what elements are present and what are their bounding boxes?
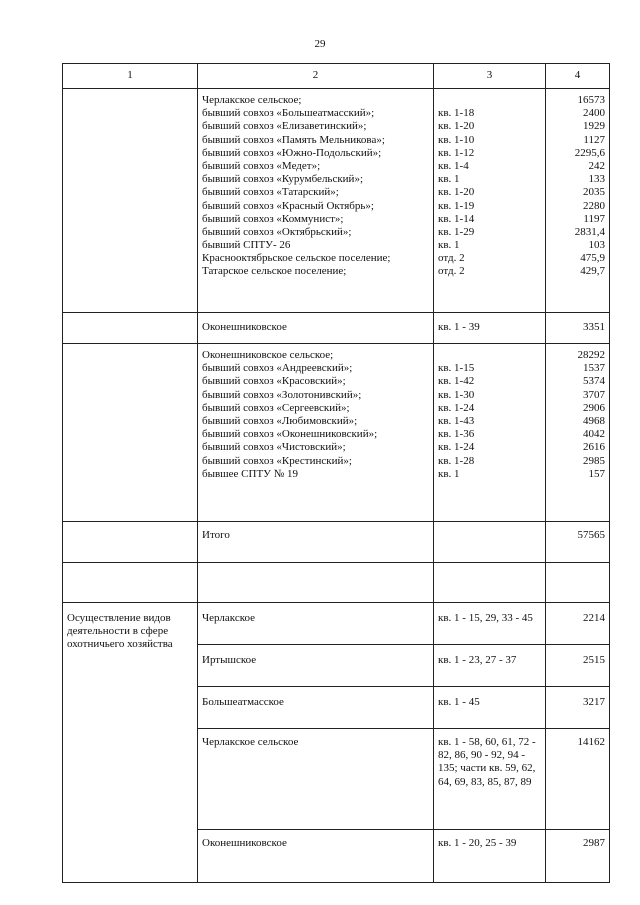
quarter-line: кв. 1-36 [438, 428, 475, 441]
area-line: 3707 [583, 388, 605, 401]
quarter-line: кв. 1 [438, 467, 460, 480]
quarter-line [438, 349, 541, 362]
name-line: бывший совхоз «Медет»; [202, 159, 321, 172]
area-line: 133 [588, 173, 605, 186]
quarter-line: кв. 1 [438, 173, 460, 186]
area-line: 16573 [577, 94, 605, 106]
forest-table [62, 63, 610, 883]
name-line: бывший совхоз «Октябрьский»; [202, 225, 352, 238]
area-line: 2400 [583, 107, 605, 120]
name-line: бывший СПТУ- 26 [202, 239, 291, 252]
spacer-row [63, 563, 610, 603]
quarters-cell [434, 89, 546, 313]
area-line: 1537 [583, 362, 605, 375]
name-line: бывший совхоз «Память Мельникова»; [202, 133, 385, 146]
header-cell: 4 [546, 64, 610, 89]
header-row [63, 64, 610, 89]
name-line: бывшее СПТУ № 19 [202, 467, 298, 480]
area-line: 242 [588, 159, 605, 172]
quarter-line: отд. 2 [438, 265, 465, 278]
name-cell [198, 344, 434, 522]
empty-cell [63, 522, 198, 563]
area-line: 2035 [583, 186, 605, 199]
quarter-line: кв. 1-20 [438, 186, 475, 199]
name-line: бывший совхоз «Чистовский»; [202, 441, 346, 454]
quarter-line: кв. 1-24 [438, 401, 475, 414]
quarter-line: кв. 1-14 [438, 212, 475, 225]
quarter-line: кв. 1-42 [438, 375, 475, 388]
empty-cell [434, 563, 546, 603]
table-row [63, 313, 610, 344]
quarter-line [438, 94, 541, 107]
area-line: 2906 [583, 401, 605, 414]
area-cell [546, 89, 610, 313]
name-line: бывший совхоз «Андреевский»; [202, 362, 353, 375]
header-cell: 2 [198, 64, 434, 89]
name-line: бывший совхоз «Коммунист»; [202, 212, 344, 225]
quarters-cell: кв. 1 - 23, 27 - 37 [434, 645, 546, 687]
area-cell: 3217 [546, 687, 610, 729]
area-cell: 3351 [546, 313, 610, 344]
quarters-cell: кв. 1 - 45 [434, 687, 546, 729]
name-cell: Черлакское сельское [198, 729, 434, 830]
quarters-cell: кв. 1 - 15, 29, 33 - 45 [434, 603, 546, 645]
name-line: Краснооктябрьское сельское поселение; [202, 252, 391, 265]
area-line: 4968 [583, 414, 605, 427]
quarters-cell: кв. 1 - 20, 25 - 39 [434, 830, 546, 883]
total-row [63, 522, 610, 563]
quarter-line: кв. 1-20 [438, 120, 475, 133]
area-cell: 2987 [546, 830, 610, 883]
page-number: 29 [314, 38, 326, 50]
area-line: 103 [588, 239, 605, 252]
quarters-cell: кв. 1 - 58, 60, 61, 72 - 82, 86, 90 - 92, 94 - 135; части кв. 59, 62, 64, 69, 83, 85, 87, 89 [434, 729, 546, 830]
table-row [63, 344, 610, 522]
area-line: 2295,6 [574, 146, 605, 159]
name-line: Татарское сельское поселение; [202, 265, 347, 278]
area-cell: 2214 [546, 603, 610, 645]
area-cell: 2515 [546, 645, 610, 687]
area-line: 1929 [583, 120, 605, 133]
quarter-line: кв. 1-30 [438, 388, 475, 401]
area-cell [546, 344, 610, 522]
name-line: бывший совхоз «Любимовский»; [202, 414, 358, 427]
activity-cell: Осуществление видов деятельности в сфере охотничьего хозяйства [63, 603, 198, 883]
name-line: бывший совхоз «Сергеевский»; [202, 401, 350, 414]
empty-cell [63, 313, 198, 344]
name-cell [198, 89, 434, 313]
name-line: Оконешниковское сельское; [202, 349, 334, 361]
area-cell: 14162 [546, 729, 610, 830]
quarter-line: кв. 1-15 [438, 362, 475, 375]
name-line: бывший совхоз «Елизаветинский»; [202, 120, 367, 133]
quarter-line: кв. 1-43 [438, 414, 475, 427]
empty-cell [434, 522, 546, 563]
name-line: бывший совхоз «Татарский»; [202, 186, 339, 199]
quarter-line: кв. 1 [438, 239, 460, 252]
total-label: Итого [198, 522, 434, 563]
name-cell: Черлакское [198, 603, 434, 645]
header-cell: 1 [63, 64, 198, 89]
quarter-line: кв. 1-19 [438, 199, 475, 212]
empty-cell [546, 563, 610, 603]
name-line: бывший совхоз «Золотонивский»; [202, 388, 362, 401]
name-line: бывший совхоз «Красовский»; [202, 375, 346, 388]
empty-cell [63, 89, 198, 313]
quarter-line: кв. 1-29 [438, 225, 475, 238]
table-row [63, 89, 610, 313]
quarter-line: отд. 2 [438, 252, 465, 265]
name-line: Черлакское сельское; [202, 94, 302, 106]
area-line: 2985 [583, 454, 605, 467]
table-row [63, 603, 610, 645]
name-cell: Иртышское [198, 645, 434, 687]
empty-cell [63, 563, 198, 603]
area-line: 1127 [583, 133, 605, 146]
empty-cell [198, 563, 434, 603]
area-line: 4042 [583, 428, 605, 441]
empty-cell [63, 344, 198, 522]
quarter-line: кв. 1-28 [438, 454, 475, 467]
name-line: бывший совхоз «Крестинский»; [202, 454, 352, 467]
quarter-line: кв. 1-10 [438, 133, 475, 146]
name-cell: Большеатмасское [198, 687, 434, 729]
quarters-cell: кв. 1 - 39 [434, 313, 546, 344]
quarter-line: кв. 1-18 [438, 107, 475, 120]
name-line: бывший совхоз «Курумбельский»; [202, 173, 364, 186]
area-line: 28292 [577, 349, 605, 361]
quarter-line: кв. 1-24 [438, 441, 475, 454]
name-line: бывший совхоз «Красный Октябрь»; [202, 199, 374, 212]
quarter-line: кв. 1-4 [438, 159, 469, 172]
area-line: 157 [588, 467, 605, 480]
name-cell: Оконешниковское [198, 313, 434, 344]
name-line: бывший совхоз «Большеатмасский»; [202, 107, 375, 120]
area-line: 1197 [583, 212, 605, 225]
area-line: 2616 [583, 441, 605, 454]
area-line: 429,7 [580, 265, 605, 278]
header-cell: 3 [434, 64, 546, 89]
total-area: 57565 [546, 522, 610, 563]
area-line: 475,9 [580, 252, 605, 265]
name-line: бывший совхоз «Оконешниковский»; [202, 428, 378, 441]
area-line: 5374 [583, 375, 605, 388]
name-line: бывший совхоз «Южно-Подольский»; [202, 146, 382, 159]
quarter-line: кв. 1-12 [438, 146, 475, 159]
area-line: 2280 [583, 199, 605, 212]
name-cell: Оконешниковское [198, 830, 434, 883]
area-line: 2831,4 [574, 225, 605, 238]
quarters-cell [434, 344, 546, 522]
